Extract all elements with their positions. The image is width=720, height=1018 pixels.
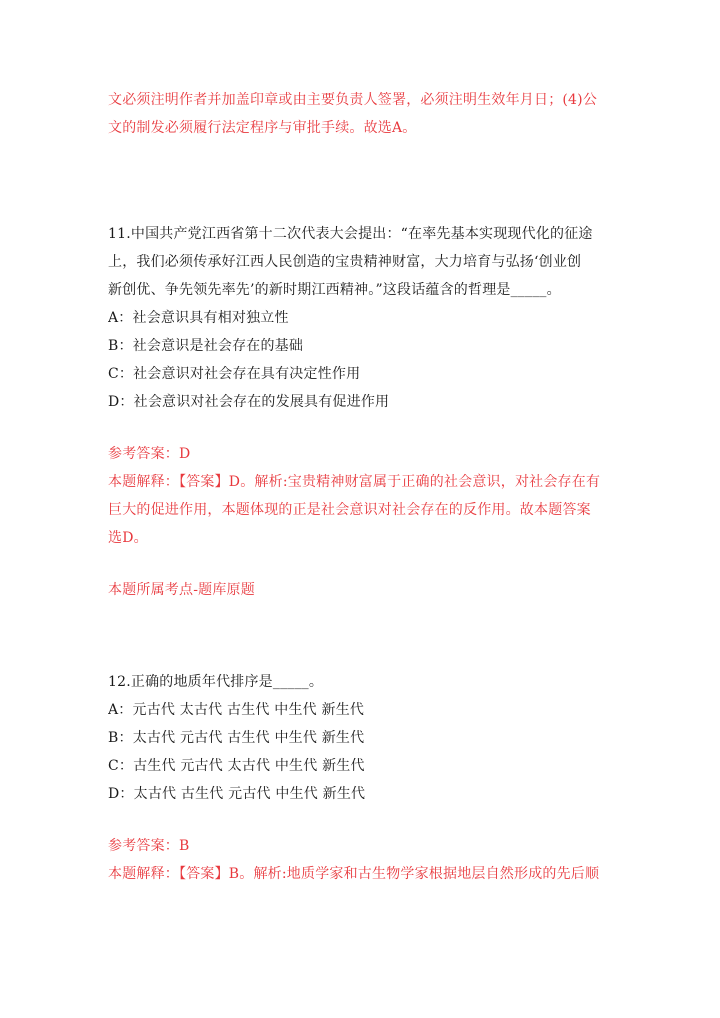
stem-line: 12.正确的地质年代排序是_____。: [108, 674, 324, 690]
question-stem: [108, 668, 618, 696]
question-source: 本题所属考点-题库原题: [108, 582, 255, 598]
explanation-line: 本题解释：【答案】B。解析:地质学家和古生物学家根据地层自然形成的先后顺: [108, 866, 600, 882]
option-d: D：太古代 古生代 元古代 中生代 新生代: [108, 786, 366, 802]
prev-explanation: [108, 86, 618, 142]
explanation-line: 本题解释：【答案】D。解析:宝贵精神财富属于正确的社会意识，对社会存在有: [108, 474, 601, 490]
option-a: A：社会意识具有相对独立性: [108, 310, 289, 326]
question-stem: [108, 220, 618, 304]
question-11: [108, 220, 618, 604]
answer-explanation: [108, 860, 618, 888]
document-page: [108, 86, 618, 888]
explanation-line: 巨大的促进作用，本题体现的正是社会意识对社会存在的反作用。故本题答案: [108, 502, 591, 518]
explanation-line: 文必须注明作者并加盖印章或由主要负责人签署，必须注明生效年月日；(4)公: [108, 92, 598, 108]
question-12: [108, 668, 618, 888]
explanation-line: 选D。: [108, 530, 148, 546]
option-b: B：太古代 元古代 古生代 中生代 新生代: [108, 730, 365, 746]
stem-line: 11.中国共产党江西省第十二次代表大会提出：“在率先基本实现现代化的征途: [108, 226, 593, 242]
answer-label: 参考答案：B: [108, 838, 190, 854]
stem-line: 上，我们必须传承好江西人民创造的宝贵精神财富，大力培育与弘扬‘创业创: [108, 254, 582, 270]
stem-line: 新创优、争先领先率先’的新时期江西精神。”这段话蕴含的哲理是_____。: [108, 282, 561, 298]
answer-explanation: [108, 468, 618, 552]
question-options: [108, 304, 618, 416]
option-c: C：古生代 元古代 太古代 中生代 新生代: [108, 758, 365, 774]
option-d: D：社会意识对社会存在的发展具有促进作用: [108, 394, 390, 410]
explanation-line: 文的制发必须履行法定程序与审批手续。故选A。: [108, 120, 417, 136]
question-options: [108, 696, 618, 808]
option-c: C：社会意识对社会存在具有决定性作用: [108, 366, 361, 382]
answer-label: 参考答案：D: [108, 446, 191, 462]
option-a: A：元古代 太古代 古生代 中生代 新生代: [108, 702, 365, 718]
option-b: B：社会意识是社会存在的基础: [108, 338, 304, 354]
